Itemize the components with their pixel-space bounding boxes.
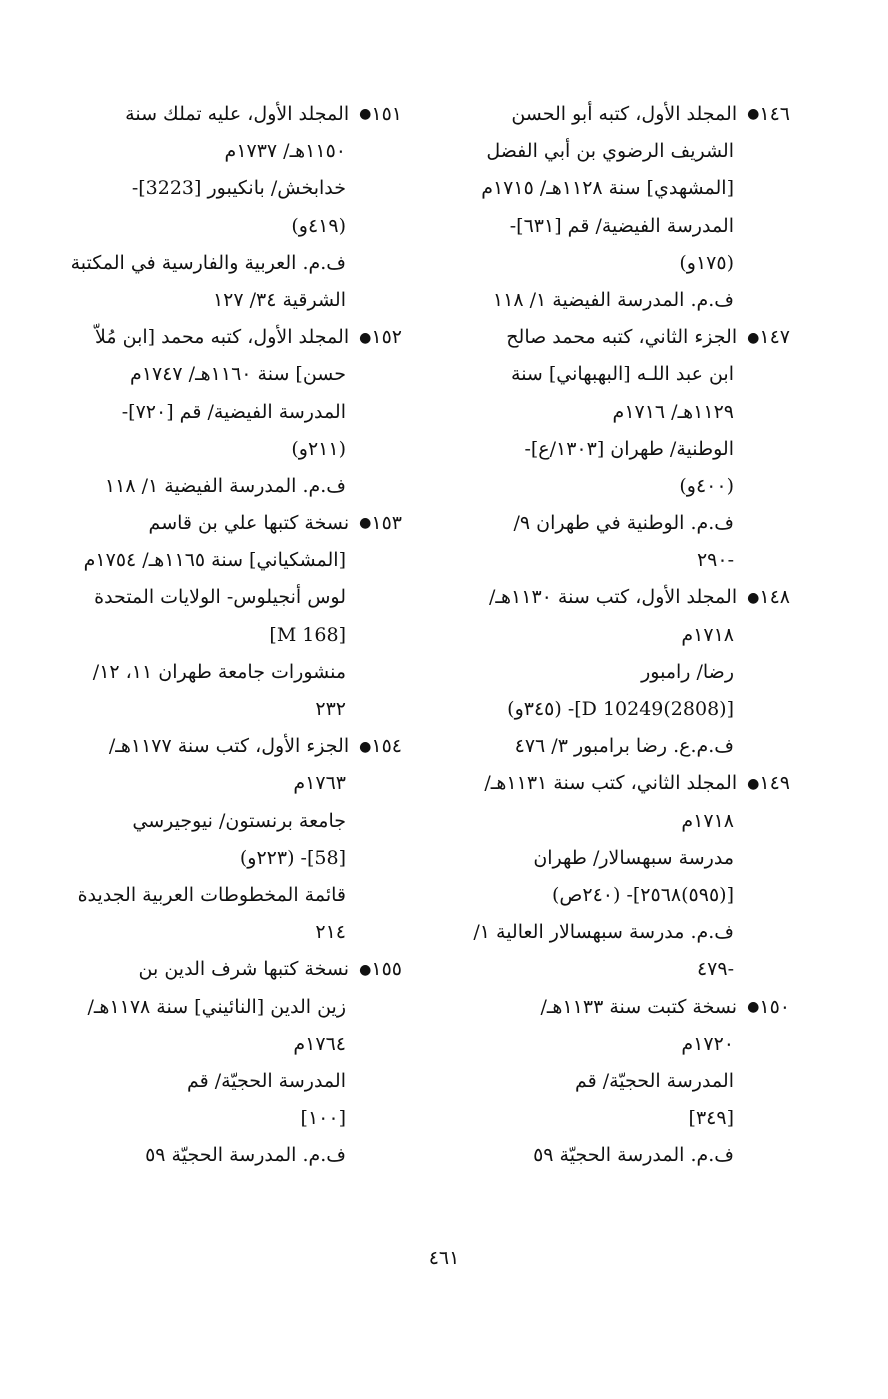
- entry-first-line: [52, 96, 402, 133]
- entry-line: ف.م. المدرسة الحجيّة ٥٩: [533, 1144, 734, 1167]
- entry-line: [M 168]: [269, 623, 346, 646]
- right-column: [440, 96, 790, 1174]
- entry-line: -٤٧٩: [696, 958, 734, 981]
- entry-line: خدابخش/ بانكيبور [3223]-: [131, 177, 346, 200]
- entry-line: ١٧٢٠م: [681, 1032, 734, 1055]
- entry-line: ٢١٤: [315, 921, 346, 944]
- entry-text: المجلد الأول، كتبه محمد [ابن مُلاّ: [95, 326, 350, 349]
- entry-line: ١٧١٨م: [681, 623, 734, 646]
- entry-line: زين الدين [النائيني] سنة ١١٧٨هـ/: [87, 995, 346, 1018]
- catalog-entry: [440, 319, 790, 579]
- entry-first-line: [440, 579, 790, 616]
- entry-text: المجلد الثاني، كتب سنة ١١٣١هـ/: [484, 772, 738, 795]
- bullet-icon: ●: [359, 515, 372, 532]
- entry-line: المدرسة الحجيّة/ قم: [186, 1069, 346, 1092]
- entry-line: لوس أنجيلوس- الولايات المتحدة: [94, 586, 346, 609]
- entry-text: المجلد الأول، عليه تملك سنة: [125, 103, 350, 125]
- entry-text: نسخة كتبت سنة ١١٣٣هـ/: [540, 995, 738, 1018]
- entry-line: (٤٠٠و): [679, 474, 734, 497]
- entry-text: نسخة كتبها شرف الدين بن: [138, 958, 350, 981]
- entry-number: ١٥٠: [759, 995, 790, 1018]
- entry-line: [D 10249(2808)]- (٣٤٥و): [507, 698, 734, 720]
- entry-first-line: [52, 319, 402, 356]
- entry-first-line: [440, 765, 790, 802]
- entry-line: الوطنية/ طهران [١٣٠٣/ع]-: [524, 437, 734, 460]
- entry-line: جامعة برنستون/ نيوجيرسي: [132, 809, 346, 832]
- entry-first-line: [52, 505, 402, 542]
- entry-line: ف.م. مدرسة سبهسالار العالية ١/: [473, 921, 734, 944]
- entry-line: ابن عبد اللـه [البهبهاني] سنة: [511, 363, 734, 386]
- catalog-entry: [52, 728, 402, 951]
- entry-first-line: [440, 96, 790, 133]
- catalog-entry: [440, 765, 790, 988]
- entry-line: ف.م. المدرسة الفيضية ١/ ١١٨: [492, 288, 734, 311]
- entry-line: ٢٣٢: [315, 698, 346, 720]
- entry-line: حسن] سنة ١١٦٠هـ/ ١٧٤٧م: [130, 363, 346, 386]
- entry-text: المجلد الأول، كتب سنة ١١٣٠هـ/: [489, 586, 738, 609]
- entry-line: [58]- (٢٢٣و): [239, 846, 346, 869]
- entry-line: رضا/ رامبور: [641, 660, 734, 683]
- entry-first-line: [52, 951, 402, 988]
- entry-number: ١٥٢: [371, 326, 402, 349]
- entry-line: قائمة المخطوطات العربية الجديدة: [77, 883, 346, 906]
- entry-line: [المشكياني] سنة ١١٦٥هـ/ ١٧٥٤م: [83, 549, 346, 572]
- entry-number: ١٥٥: [371, 958, 402, 981]
- entry-line: [١٠٠]: [300, 1107, 346, 1130]
- entry-line: [المشهدي] سنة ١١٢٨هـ/ ١٧١٥م: [481, 177, 734, 200]
- entry-line: ف.م.ع. رضا برامبور ٣/ ٤٧٦: [514, 735, 734, 758]
- catalog-entry: [440, 96, 790, 319]
- entry-number: ١٥٣: [371, 512, 402, 535]
- entry-line: (٤١٩و): [291, 214, 346, 237]
- entry-line: ١١٢٩هـ/ ١٧١٦م: [612, 400, 734, 423]
- entry-text: الجزء الأول، كتب سنة ١١٧٧هـ/: [108, 735, 350, 758]
- entry-number: ١٤٩: [759, 772, 790, 795]
- bullet-icon: ●: [747, 775, 760, 792]
- entry-number: ١٤٨: [759, 586, 790, 609]
- entry-line: ف.م. المدرسة الحجيّة ٥٩: [145, 1144, 346, 1167]
- entry-line: (٢١١و): [291, 437, 346, 460]
- entry-line: ١٧١٨م: [681, 809, 734, 832]
- entry-line: منشورات جامعة طهران ١١، ١٢/: [92, 660, 346, 683]
- entry-line: مدرسة سبهسالار/ طهران: [533, 846, 734, 869]
- entry-line: [٣٤٩]: [688, 1107, 734, 1130]
- bullet-icon: ●: [747, 589, 760, 606]
- entry-line: الشرقية ٣٤/ ١٢٧: [212, 288, 346, 311]
- catalog-entry: [52, 505, 402, 728]
- entry-line: المدرسة الفيضية/ قم [٦٣١]-: [509, 214, 734, 237]
- bullet-icon: ●: [359, 329, 372, 346]
- left-column: [52, 96, 402, 1174]
- entry-line: المدرسة الفيضية/ قم [٧٢٠]-: [121, 400, 346, 423]
- entry-number: ١٥٤: [371, 735, 402, 758]
- entry-text: نسخة كتبها علي بن قاسم: [148, 512, 350, 535]
- bullet-icon: ●: [359, 738, 372, 755]
- entry-number: ١٤٦: [759, 103, 790, 125]
- entry-line: ١١٥٠هـ/ ١٧٣٧م: [224, 140, 346, 163]
- entry-line: المدرسة الحجيّة/ قم: [574, 1069, 734, 1092]
- entry-line: ف.م. المدرسة الفيضية ١/ ١١٨: [104, 474, 346, 497]
- bullet-icon: ●: [747, 106, 760, 123]
- entry-number: ١٥١: [371, 103, 402, 125]
- entry-line: [(٥٩٥)٢٥٦٨]- (٢٤٠ص): [551, 883, 734, 906]
- bullet-icon: ●: [359, 106, 372, 123]
- bullet-icon: ●: [747, 998, 760, 1015]
- page-number: ٤٦١: [428, 1247, 460, 1269]
- entry-line: ف.م. العربية والفارسية في المكتبة: [70, 251, 346, 274]
- catalog-entry: [52, 951, 402, 1174]
- entry-line: -٢٩٠: [696, 549, 734, 572]
- entry-line: ١٧٦٣م: [293, 772, 346, 795]
- entry-text: المجلد الأول، كتبه أبو الحسن: [511, 103, 738, 125]
- bullet-icon: ●: [359, 961, 372, 978]
- catalog-entry: [440, 579, 790, 765]
- entry-first-line: [52, 728, 402, 765]
- entry-line: الشريف الرضوي بن أبي الفضل: [486, 140, 734, 163]
- entry-line: ف.م. الوطنية في طهران ٩/: [513, 512, 734, 535]
- entry-number: ١٤٧: [759, 326, 790, 349]
- catalog-entry: [52, 96, 402, 319]
- catalog-entry: [52, 319, 402, 505]
- entry-line: ١٧٦٤م: [293, 1032, 346, 1055]
- entry-first-line: [440, 989, 790, 1026]
- bullet-icon: ●: [747, 329, 760, 346]
- entry-line: (١٧٥و): [679, 251, 734, 274]
- entry-first-line: [440, 319, 790, 356]
- entry-text: الجزء الثاني، كتبه محمد صالح: [506, 326, 738, 349]
- catalog-entry: [440, 989, 790, 1175]
